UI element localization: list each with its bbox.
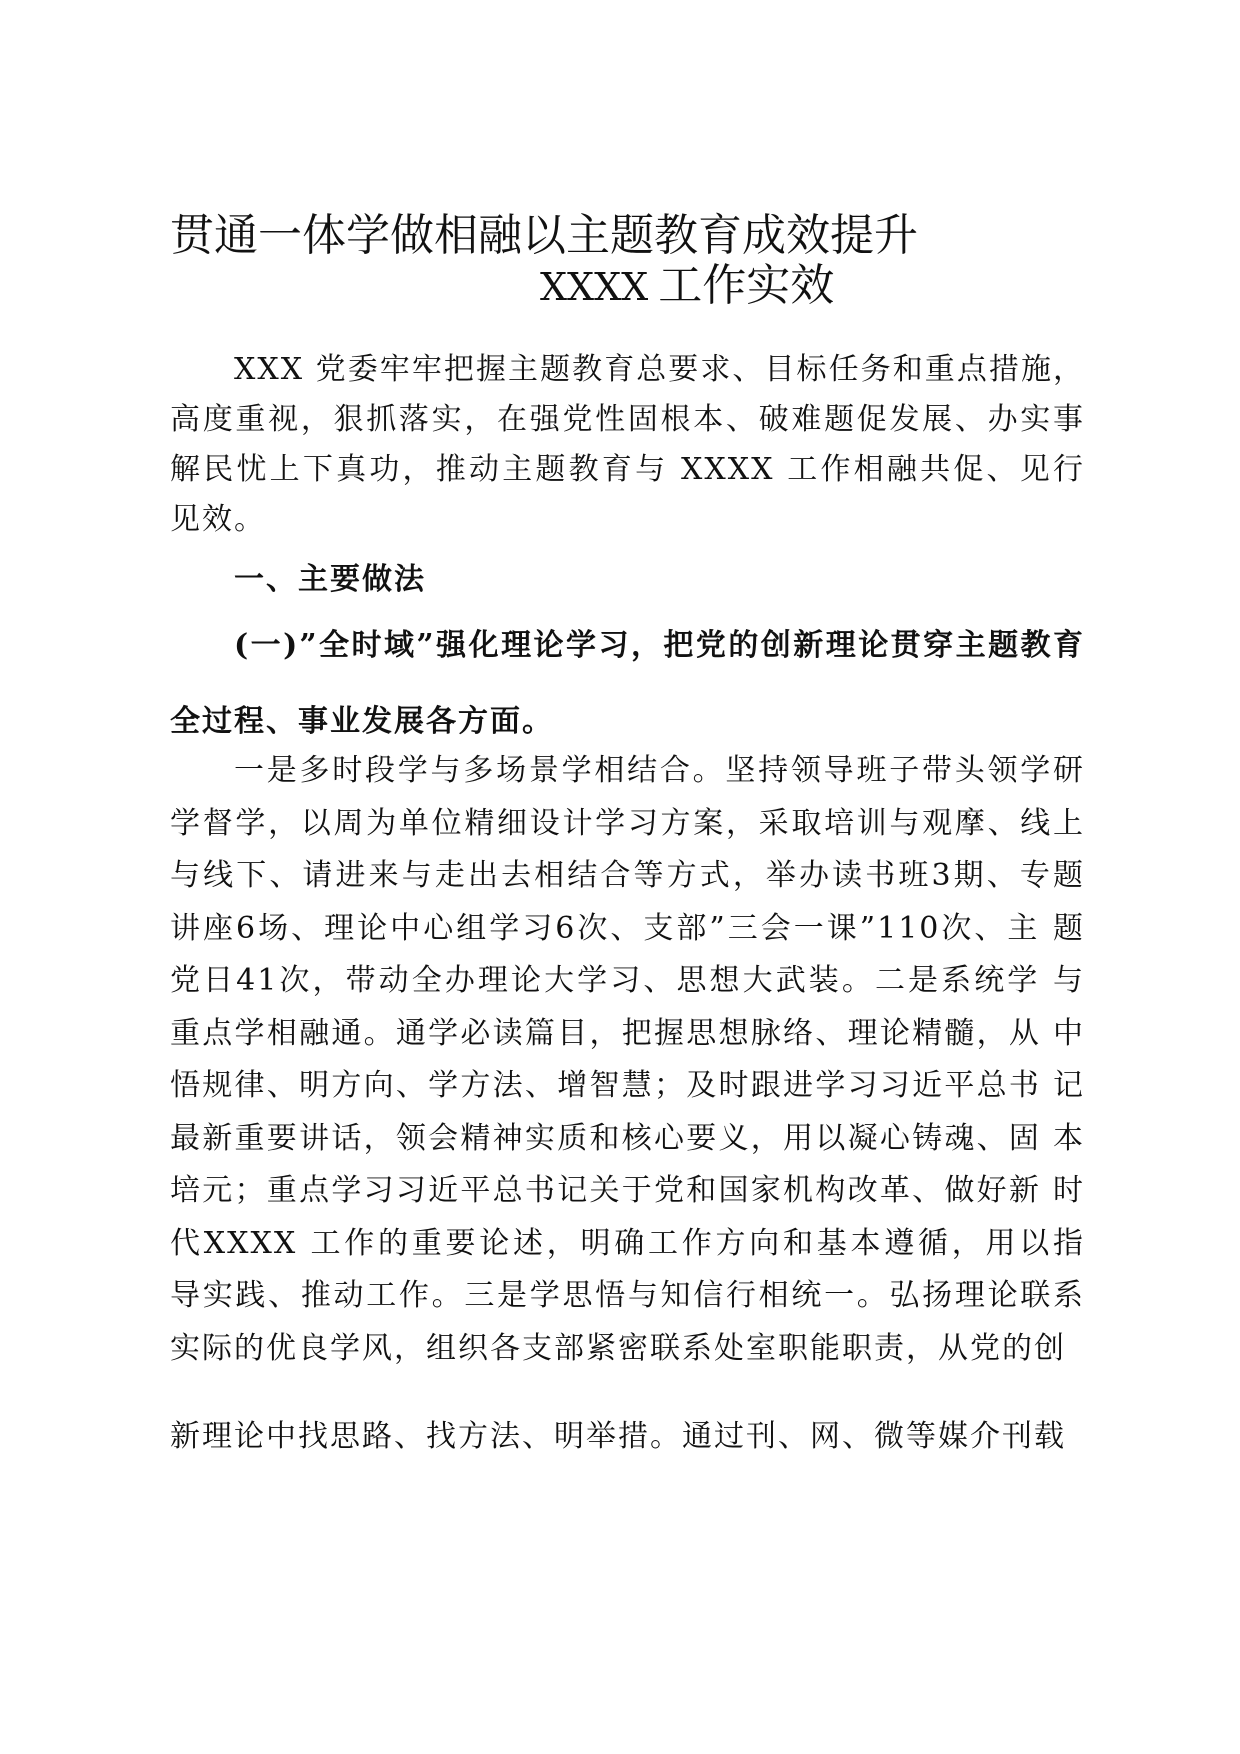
document-title-suffix: 工作实效 xyxy=(658,260,835,311)
intro-paragraph: XXX 党委牢牢把握主题教育总要求、目标任务和重点措施，高度重视，狠抓落实，在强党性固根本、破难题促发展、办实事解民忧上下真功，推动主题教育与 XXXX 工作相融共促、见行见效。 xyxy=(170,352,1085,537)
document-title-line1: 贯通一体学做相融以主题教育成效提升 xyxy=(170,210,918,261)
document-title-org-code: XXXX xyxy=(540,265,649,309)
body-paragraph-continued: 新理论中找思路、找方法、明举措。通过刊、网、微等媒介刊载 xyxy=(170,1419,1066,1454)
subsection-heading: (一)”全时域”强化理论学习，把党的创新理论贯穿主题教育全过程、事业发展各方面。 xyxy=(170,628,1085,739)
document-title-line2 xyxy=(540,258,1140,315)
section-heading: 一、主要做法 xyxy=(234,562,426,597)
body-paragraph: 一是多时段学与多场景学相结合。坚持领导班子带头领学研学督学，以周为单位精细设计学习方案，采取培训与观摩、线上与线下、请进来与走出去相结合等方式，举办读书班3期、专题 讲座6场、理论中心组学习6次、支部”三会一课”110次、主 题党日41次，带动全办理论大学习、思想大武装。二是系统学 与重点学相融通。通学必读篇目，把握思想脉络、理论精髓，从 中悟规律、明方向、学方法、增智慧；及时跟进学习习近平总书 记最新重要讲话，领会精神实质和核心要义，用以凝心铸魂、固 本培元；重点学习习近平总书记关于党和国家机构改革、做好新 时代XXXX 工作的重要论述，明确工作方向和基本遵循，用以指 导实践、推动工作。三是学思悟与知信行相统一。弘扬理论联系 实际的优良学风，组织各支部紧密联系处室职能职责，从党的创 xyxy=(170,753,1085,1366)
